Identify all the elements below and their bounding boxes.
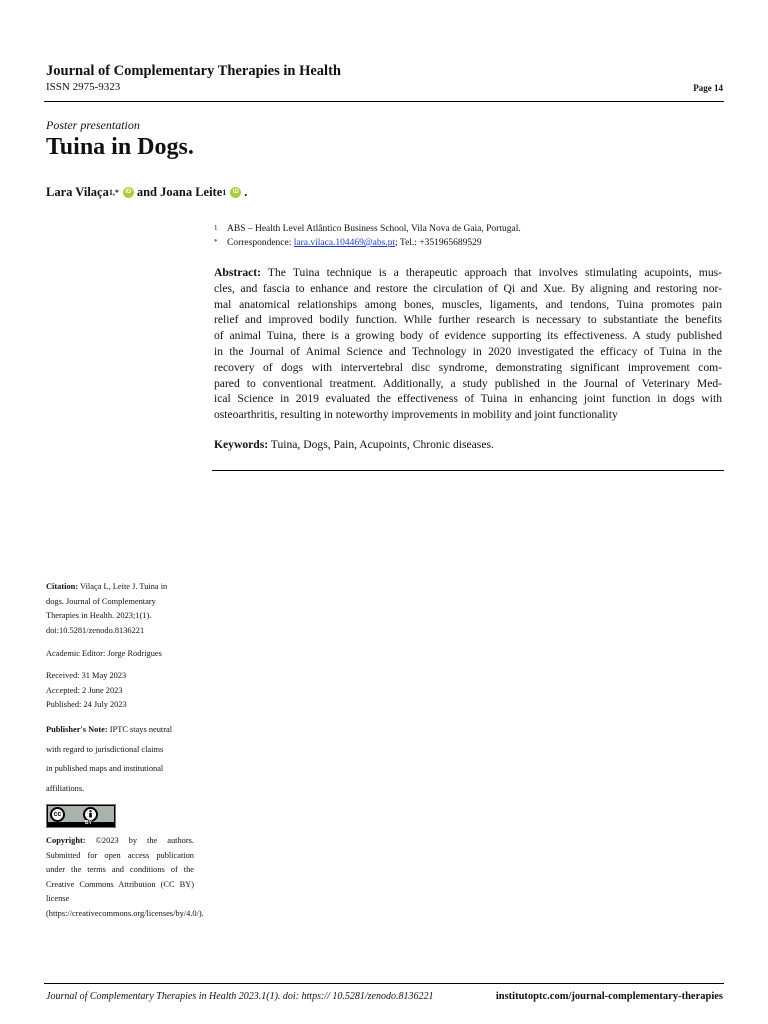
- correspondence-mark: *: [214, 238, 218, 246]
- copyright-text: ©2023 by the authors. Submitted for open access publication under the terms and conditions of the Creative Commons Attribution (CC BY) license (https://creativecommons.org/licenses/by/4.0/).: [46, 836, 204, 918]
- by-label: BY: [85, 820, 92, 826]
- citation-line: Therapies in Health. 2023;1(1).: [46, 611, 152, 620]
- accepted-date: Accepted: 2 June 2023: [46, 685, 123, 695]
- author-end: .: [244, 185, 248, 199]
- abstract-line: of animal Tuina, there is a growing body of evidence supporting its effectiveness. A study published: [214, 329, 722, 343]
- copyright: [46, 834, 204, 921]
- correspondence-label: Correspondence:: [227, 238, 292, 248]
- affiliation-text: ABS – Health Level Atlântico Business School, Vila Nova de Gaia, Portugal.: [227, 224, 521, 234]
- publisher-note-line: affiliations.: [46, 783, 85, 793]
- received-date: Received: 31 May 2023: [46, 671, 127, 680]
- footer-citation: Journal of Complementary Therapies in Health 2023.1(1). doi: https:// 10.5281/zenodo.8136221: [46, 991, 434, 1002]
- author-list: Lara Vilaça 1,* iD and Joana Leite 1 iD .: [46, 185, 248, 199]
- citation-line: dogs. Journal of Complementary: [46, 596, 156, 606]
- abstract-line: mal anatomical relationships among bones, muscles, ligaments, and tendons, Tuina promotes pain: [214, 297, 722, 311]
- footer-link[interactable]: institutoptc.com/journal-complementary-therapies: [495, 991, 723, 1002]
- orcid-icon[interactable]: iD: [230, 187, 241, 198]
- article-title: Tuina in Dogs.: [46, 134, 194, 160]
- page-number: Page 14: [693, 83, 723, 93]
- citation-line: doi:10.5281/zenodo.8136221: [46, 625, 145, 635]
- journal-title: Journal of Complementary Therapies in Health: [46, 63, 341, 79]
- keywords: [214, 438, 494, 451]
- abstract-line: pared to conventional treatment. Additionally, a study published in the Journal of Veterinary Med-: [214, 376, 722, 390]
- abstract-line: ical Science in 2019 evaluated the effectiveness of Tuina in enhancing joint function in dogs with: [214, 392, 722, 406]
- abstract-line: in the Journal of Animal Science and Technology in 2020 investigated the efficacy of Tuina in the: [214, 344, 722, 358]
- author-name: Joana Leite: [160, 185, 223, 199]
- orcid-icon[interactable]: iD: [123, 187, 134, 198]
- keywords-label: Keywords:: [214, 438, 269, 451]
- affiliation: [214, 224, 521, 234]
- copyright-label: Copyright:: [46, 836, 86, 845]
- citation-label: Citation:: [46, 582, 79, 591]
- dates-block: [46, 669, 194, 713]
- correspondence-email-link[interactable]: lara.vilaca.104469@abs.pt: [293, 238, 396, 248]
- abstract-rule: [212, 470, 724, 471]
- academic-editor: Academic Editor: Jorge Rodrigues: [46, 649, 162, 658]
- publisher-note: [46, 720, 194, 798]
- cc-icon: cc: [50, 807, 65, 822]
- cc-by-license-icon[interactable]: [46, 804, 116, 828]
- abstract: [214, 265, 722, 423]
- abstract-line: relief and improved bodily function. While further research is necessary to substantiate the benefits: [214, 313, 722, 327]
- abstract-line: osteoarthritis, resulting in noteworthy improvements in mobility and joint functionality: [214, 408, 618, 422]
- abstract-label: Abstract:: [214, 266, 262, 279]
- keywords-text: Tuina, Dogs, Pain, Acupoints, Chronic diseases.: [268, 438, 494, 451]
- citation-line: Vilaça L, Leite J. Tuina in: [78, 582, 168, 591]
- citation-block: [46, 580, 194, 638]
- author-connector: and: [136, 185, 157, 199]
- footer-rule: [44, 983, 724, 984]
- issn: ISSN 2975-9323: [46, 81, 121, 93]
- correspondence: [214, 238, 482, 248]
- published-date: Published: 24 July 2023: [46, 700, 127, 709]
- publisher-note-label: Publisher's Note:: [46, 725, 108, 734]
- correspondence-tel: ; Tel.: +351965689529: [395, 238, 482, 248]
- publisher-note-line: IPTC stays neutral: [107, 725, 173, 734]
- author-name: Lara Vilaça: [46, 185, 109, 199]
- abstract-line: cles, and fascia to enhance and restore the circulation of Qi and Xue. By aligning and restoring nor-: [214, 281, 722, 295]
- abstract-line: The Tuina technique is a therapeutic approach that involves stimulating acupoints, mus-: [261, 266, 722, 279]
- publisher-note-line: with regard to jurisdictional claims: [46, 744, 164, 754]
- header-rule: [44, 101, 724, 102]
- abstract-line: recovery of dogs with intervertebral disc syndrome, demonstrating significant improvement com-: [214, 360, 722, 374]
- article-type: Poster presentation: [46, 118, 140, 132]
- affiliation-mark: 1: [214, 224, 218, 232]
- publisher-note-line: in published maps and institutional: [46, 764, 164, 773]
